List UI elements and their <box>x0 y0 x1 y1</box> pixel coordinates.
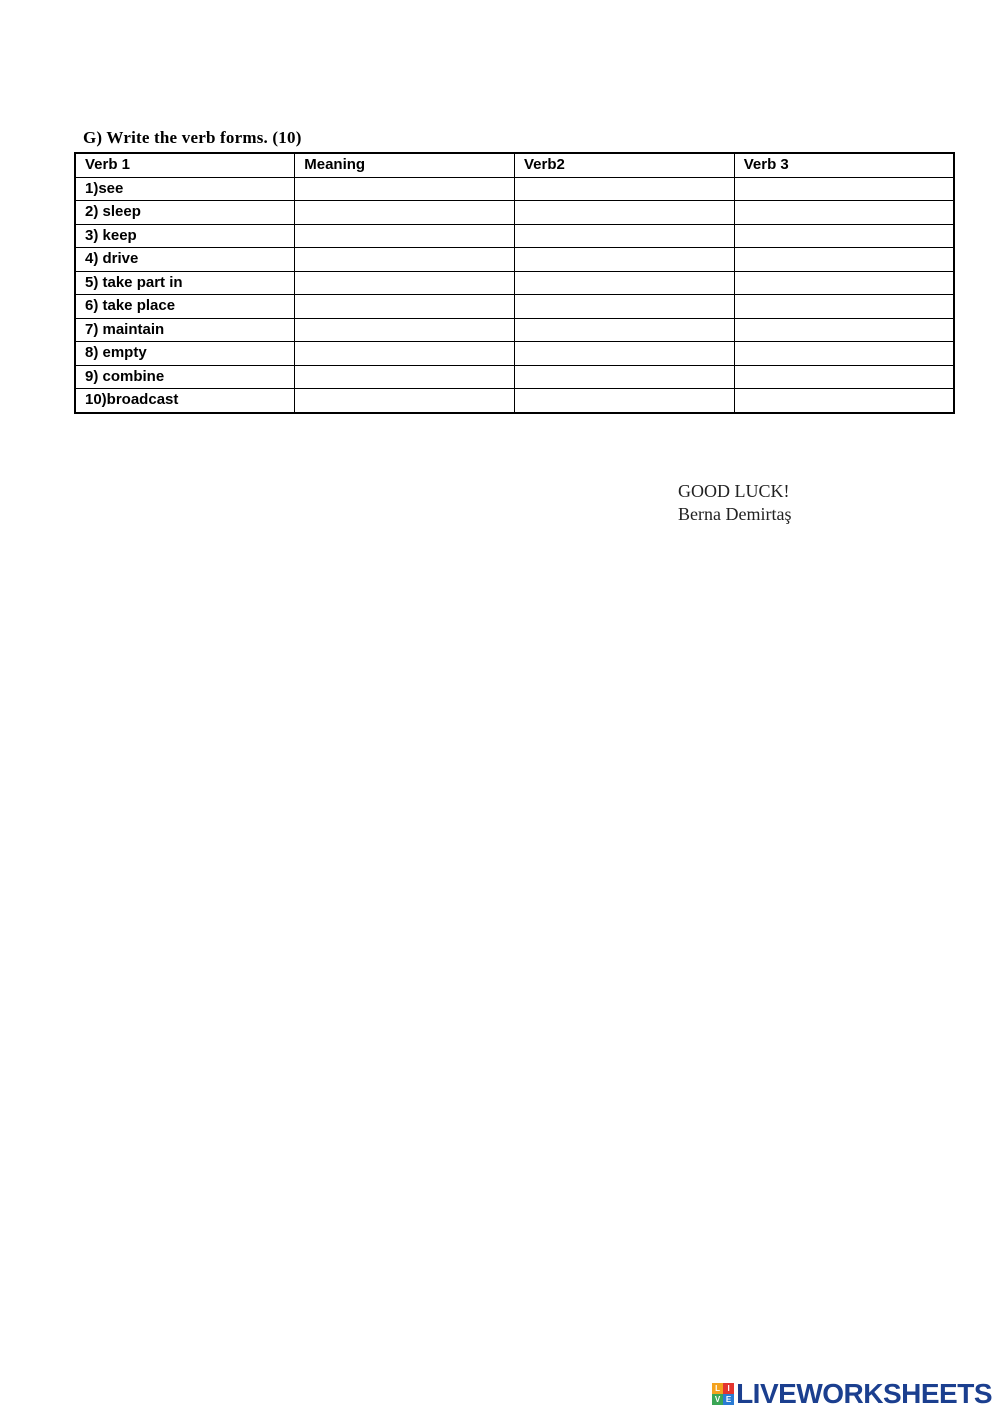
table-header-row <box>75 153 954 177</box>
logo-letter: V <box>712 1394 723 1405</box>
meaning-answer-field[interactable] <box>295 295 515 319</box>
verb2-answer-field[interactable] <box>515 318 735 342</box>
verb1-cell: 2) sleep <box>75 201 295 225</box>
table-row <box>75 389 954 413</box>
verb3-answer-field[interactable] <box>734 295 954 319</box>
verb1-cell: 5) take part in <box>75 271 295 295</box>
meaning-answer-field[interactable] <box>295 224 515 248</box>
column-header-meaning: Meaning <box>295 153 515 177</box>
meaning-answer-field[interactable] <box>295 342 515 366</box>
meaning-answer-field[interactable] <box>295 271 515 295</box>
table-row <box>75 201 954 225</box>
verb1-cell: 4) drive <box>75 248 295 272</box>
verb2-answer-field[interactable] <box>515 271 735 295</box>
author-name: Berna Demirtaş <box>678 504 792 524</box>
meaning-answer-field[interactable] <box>295 177 515 201</box>
table-row <box>75 342 954 366</box>
verb1-cell: 8) empty <box>75 342 295 366</box>
logo-letter: E <box>723 1394 734 1405</box>
table-row <box>75 318 954 342</box>
verb2-answer-field[interactable] <box>515 177 735 201</box>
verb3-answer-field[interactable] <box>734 389 954 413</box>
table-row <box>75 224 954 248</box>
logo-letter: L <box>712 1383 723 1394</box>
exercise-title: G) Write the verb forms. (10) <box>83 128 302 147</box>
good-luck-message: GOOD LUCK! <box>678 481 790 501</box>
verb1-cell: 6) take place <box>75 295 295 319</box>
table-row <box>75 248 954 272</box>
table-row <box>75 271 954 295</box>
column-header-verb3: Verb 3 <box>734 153 954 177</box>
verb-forms-table <box>74 152 955 414</box>
verb3-answer-field[interactable] <box>734 365 954 389</box>
meaning-answer-field[interactable] <box>295 365 515 389</box>
verb1-cell: 9) combine <box>75 365 295 389</box>
verb2-answer-field[interactable] <box>515 201 735 225</box>
verb2-answer-field[interactable] <box>515 295 735 319</box>
meaning-answer-field[interactable] <box>295 389 515 413</box>
liveworksheets-brand-text: LIVEWORKSHEETS <box>736 1378 992 1409</box>
verb3-answer-field[interactable] <box>734 201 954 225</box>
column-header-verb2: Verb2 <box>515 153 735 177</box>
verb3-answer-field[interactable] <box>734 271 954 295</box>
verb2-answer-field[interactable] <box>515 365 735 389</box>
table-row <box>75 365 954 389</box>
liveworksheets-watermark <box>712 1378 992 1410</box>
meaning-answer-field[interactable] <box>295 248 515 272</box>
liveworksheets-logo-icon <box>712 1383 734 1405</box>
meaning-answer-field[interactable] <box>295 201 515 225</box>
verb3-answer-field[interactable] <box>734 224 954 248</box>
verb1-cell: 7) maintain <box>75 318 295 342</box>
verb3-answer-field[interactable] <box>734 248 954 272</box>
verb2-answer-field[interactable] <box>515 342 735 366</box>
verb3-answer-field[interactable] <box>734 177 954 201</box>
closing-block <box>678 480 791 526</box>
meaning-answer-field[interactable] <box>295 318 515 342</box>
verb1-cell: 3) keep <box>75 224 295 248</box>
verb2-answer-field[interactable] <box>515 248 735 272</box>
verb2-answer-field[interactable] <box>515 389 735 413</box>
column-header-verb1: Verb 1 <box>75 153 295 177</box>
verb1-cell: 1)see <box>75 177 295 201</box>
verb1-cell: 10)broadcast <box>75 389 295 413</box>
logo-letter: I <box>723 1383 734 1394</box>
verb3-answer-field[interactable] <box>734 318 954 342</box>
table-row <box>75 295 954 319</box>
table-row <box>75 177 954 201</box>
verb2-answer-field[interactable] <box>515 224 735 248</box>
verb3-answer-field[interactable] <box>734 342 954 366</box>
